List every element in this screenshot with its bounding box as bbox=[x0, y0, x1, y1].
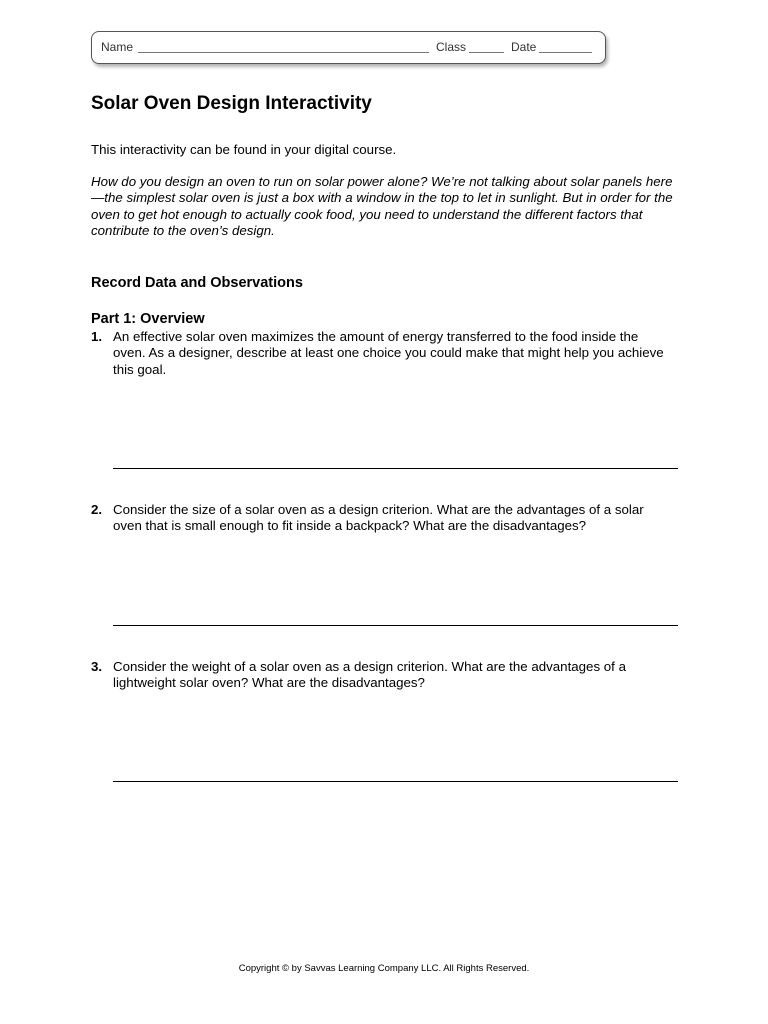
question-2 bbox=[91, 502, 681, 535]
scenario-text: How do you design an oven to run on solar power alone? We’re not talking about solar panels here—the simplest solar oven is just a box with a window in the top to let in sunlight. But in order for the oven to get hot enough to actually cook food, you need to understand the different factors that contribute to the oven’s design. bbox=[91, 174, 673, 239]
intro-text: This interactivity can be found in your digital course. bbox=[91, 142, 397, 157]
section-heading: Record Data and Observations bbox=[91, 275, 303, 291]
answer-line-1[interactable] bbox=[113, 468, 678, 469]
question-number: 3. bbox=[91, 659, 103, 674]
student-info-header bbox=[91, 31, 606, 64]
question-number: 1. bbox=[91, 329, 103, 344]
name-label: Name bbox=[101, 40, 134, 54]
question-number: 2. bbox=[91, 502, 103, 517]
copyright-footer: Copyright © by Savvas Learning Company LLC. All Rights Reserved. bbox=[238, 963, 530, 974]
question-text: Consider the weight of a solar oven as a design criterion. What are the advantages of a lightweight solar oven? What are the disadvantages? bbox=[113, 659, 626, 691]
answer-line-2[interactable] bbox=[113, 625, 678, 626]
date-field[interactable] bbox=[539, 52, 592, 53]
name-field[interactable] bbox=[138, 52, 429, 53]
page-title: Solar Oven Design Interactivity bbox=[91, 93, 372, 114]
question-text: Consider the size of a solar oven as a design criterion. What are the advantages of a solar oven that is small enough to fit inside a backpack? What are the disadvantages? bbox=[113, 502, 644, 534]
part-heading: Part 1: Overview bbox=[91, 311, 205, 327]
question-3 bbox=[91, 659, 681, 692]
class-label: Class bbox=[436, 40, 467, 54]
question-text: An effective solar oven maximizes the amount of energy transferred to the food inside the oven. As a designer, describe at least one choice you could make that might help you achieve this goal. bbox=[113, 329, 664, 377]
date-label: Date bbox=[511, 40, 537, 54]
class-field[interactable] bbox=[469, 52, 504, 53]
question-1 bbox=[91, 329, 681, 378]
answer-line-3[interactable] bbox=[113, 781, 678, 782]
